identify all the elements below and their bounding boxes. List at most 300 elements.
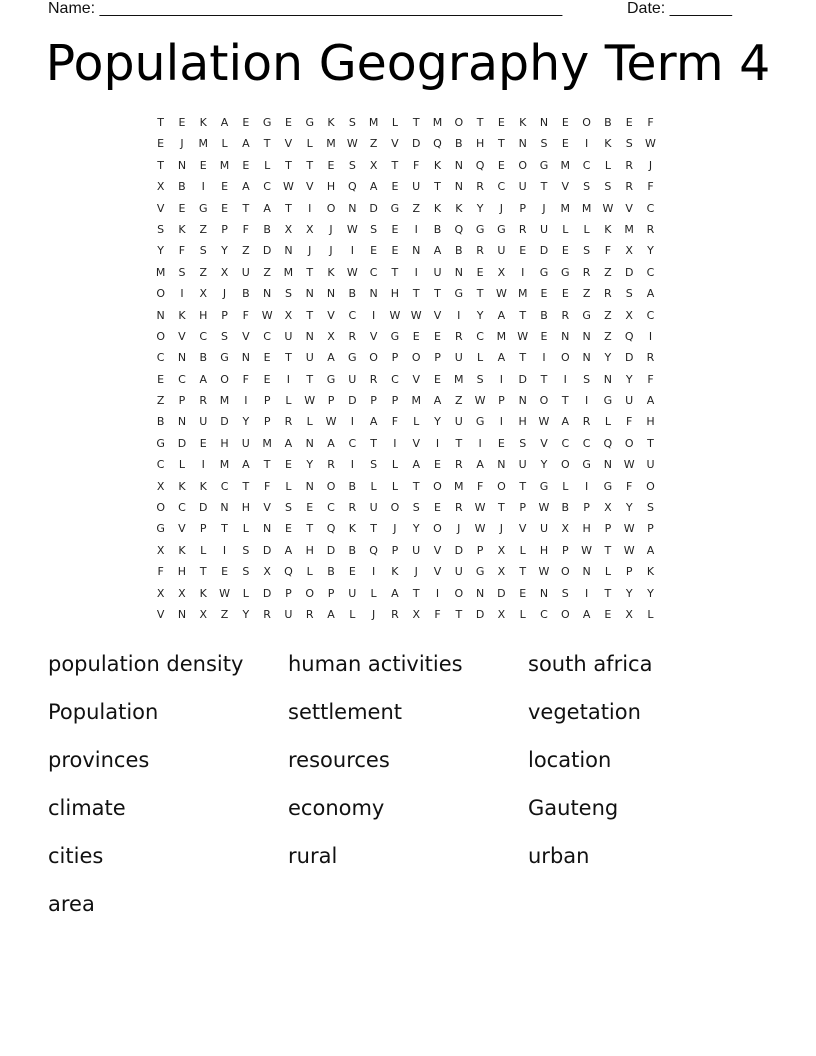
grid-letter[interactable]: R [348,329,357,343]
grid-letter[interactable]: B [455,137,463,151]
grid-letter[interactable]: H [241,501,250,515]
grid-letter[interactable]: U [625,394,634,408]
grid-letter[interactable]: V [625,201,633,215]
grid-letter[interactable]: J [414,565,418,579]
grid-letter[interactable]: O [326,201,336,215]
grid-letter[interactable]: D [369,201,378,215]
grid-letter[interactable]: G [603,479,613,493]
grid-letter[interactable]: K [199,479,207,493]
grid-letter[interactable]: K [199,586,207,600]
grid-letter[interactable]: I [648,329,653,343]
grid-letter[interactable]: U [369,501,378,515]
grid-letter[interactable]: I [521,265,525,279]
grid-letter[interactable]: U [305,351,314,365]
grid-letter[interactable]: F [626,479,633,493]
grid-letter[interactable]: T [263,458,271,472]
grid-letter[interactable]: Z [220,607,229,621]
grid-letter[interactable]: Y [476,308,484,322]
grid-letter[interactable]: B [348,543,357,557]
grid-letter[interactable]: D [262,586,272,600]
grid-letter[interactable]: O [156,329,165,343]
grid-letter[interactable]: S [583,244,591,258]
grid-letter[interactable]: S [242,543,250,557]
grid-letter[interactable]: T [434,180,441,194]
grid-letter[interactable]: S [284,501,292,515]
grid-letter[interactable]: T [306,372,314,386]
grid-letter[interactable]: X [497,565,506,579]
grid-letter[interactable]: O [433,479,442,493]
grid-letter[interactable]: H [390,287,400,301]
grid-letter[interactable]: L [306,565,313,579]
grid-letter[interactable]: R [263,607,271,621]
grid-letter[interactable]: X [497,607,506,621]
grid-letter[interactable]: L [391,116,398,129]
grid-letter[interactable]: R [476,244,484,258]
grid-letter[interactable]: O [390,501,400,515]
grid-letter[interactable]: M [496,329,507,343]
grid-letter[interactable]: E [263,372,271,386]
grid-letter[interactable]: E [284,116,292,129]
grid-letter[interactable]: P [285,586,292,600]
grid-letter[interactable]: I [180,287,184,301]
grid-letter[interactable]: L [583,222,590,236]
grid-letter[interactable]: E [561,287,569,301]
grid-letter[interactable]: E [327,158,335,172]
grid-letter[interactable]: J [371,607,376,621]
grid-letter[interactable]: K [433,201,442,215]
grid-letter[interactable]: S [157,222,165,236]
grid-letter[interactable]: T [561,394,569,408]
grid-letter[interactable]: J [393,522,397,536]
grid-letter[interactable]: X [156,479,165,493]
grid-letter[interactable]: M [219,158,230,172]
grid-letter[interactable]: D [220,415,229,429]
grid-letter[interactable]: U [518,458,527,472]
grid-letter[interactable]: G [156,436,165,450]
grid-letter[interactable]: O [560,565,570,579]
grid-letter[interactable]: W [538,501,550,515]
grid-letter[interactable]: R [369,372,378,386]
grid-letter[interactable]: T [412,586,420,600]
grid-letter[interactable]: L [242,522,249,536]
grid-letter[interactable]: I [201,458,205,472]
grid-letter[interactable]: L [370,586,377,600]
grid-letter[interactable]: C [391,372,399,386]
grid-letter[interactable]: S [199,244,207,258]
grid-letter[interactable]: O [560,458,570,472]
grid-letter[interactable]: L [306,415,313,429]
grid-letter[interactable]: W [645,137,656,151]
grid-letter[interactable]: U [241,265,250,279]
grid-letter[interactable]: W [261,308,273,322]
grid-letter[interactable]: I [350,244,354,258]
grid-letter[interactable]: Y [306,458,314,472]
grid-letter[interactable]: L [562,222,569,236]
grid-letter[interactable]: C [156,351,165,365]
grid-letter[interactable]: N [177,607,187,621]
grid-letter[interactable]: U [284,607,293,621]
grid-letter[interactable]: G [198,201,208,215]
grid-letter[interactable]: O [305,586,315,600]
grid-letter[interactable]: Q [326,522,336,536]
grid-letter[interactable]: P [604,522,612,536]
grid-letter[interactable]: E [434,372,441,386]
grid-letter[interactable]: O [369,351,378,365]
grid-letter[interactable]: L [604,158,611,172]
grid-letter[interactable]: G [582,308,591,322]
grid-letter[interactable]: N [539,116,549,129]
grid-letter[interactable]: R [582,265,591,279]
grid-letter[interactable]: E [434,329,441,343]
grid-letter[interactable]: U [348,372,357,386]
grid-letter[interactable]: I [584,137,589,151]
grid-letter[interactable]: N [539,586,549,600]
grid-letter[interactable]: D [518,372,527,386]
grid-letter[interactable]: W [219,586,230,600]
grid-letter[interactable]: A [369,415,378,429]
grid-letter[interactable]: A [433,244,442,258]
grid-letter[interactable]: R [625,158,633,172]
grid-letter[interactable]: X [497,265,506,279]
grid-letter[interactable]: G [561,265,570,279]
grid-letter[interactable]: N [326,287,336,301]
grid-letter[interactable]: I [414,222,418,236]
grid-letter[interactable]: P [625,565,633,579]
grid-letter[interactable]: I [499,415,504,429]
grid-letter[interactable]: A [242,137,250,151]
grid-letter[interactable]: Z [412,201,420,215]
grid-letter[interactable]: W [346,265,358,279]
grid-letter[interactable]: V [433,543,442,557]
grid-letter[interactable]: T [434,287,441,301]
grid-letter[interactable]: W [517,329,529,343]
grid-letter[interactable]: P [647,522,654,536]
grid-letter[interactable]: E [519,586,527,600]
grid-letter[interactable]: R [454,329,463,343]
grid-letter[interactable]: O [326,479,336,493]
grid-letter[interactable]: W [346,137,358,151]
grid-letter[interactable]: R [199,394,208,408]
grid-letter[interactable]: G [539,265,549,279]
grid-letter[interactable]: H [326,180,336,194]
grid-letter[interactable]: X [369,158,378,172]
grid-letter[interactable]: T [306,158,314,172]
grid-letter[interactable]: C [582,436,591,450]
grid-letter[interactable]: V [156,607,165,621]
grid-letter[interactable]: L [604,415,611,429]
grid-letter[interactable]: V [433,565,442,579]
grid-letter[interactable]: T [540,372,548,386]
grid-letter[interactable]: H [199,308,208,322]
grid-letter[interactable]: E [540,329,548,343]
grid-letter[interactable]: A [242,458,250,472]
grid-letter[interactable]: N [454,180,463,194]
grid-letter[interactable]: F [242,222,249,236]
grid-letter[interactable]: U [454,351,463,365]
grid-letter[interactable]: K [391,565,399,579]
grid-letter[interactable]: T [242,479,250,493]
grid-letter[interactable]: D [262,244,272,258]
grid-letter[interactable]: A [391,586,399,600]
grid-letter[interactable]: Y [647,586,654,600]
grid-letter[interactable]: Q [369,543,378,557]
grid-letter[interactable]: S [646,501,654,515]
grid-letter[interactable]: E [178,201,186,215]
grid-letter[interactable]: A [220,116,229,129]
grid-letter[interactable]: W [538,415,550,429]
grid-letter[interactable]: H [177,565,187,579]
grid-letter[interactable]: H [475,137,485,151]
grid-letter[interactable]: O [646,479,655,493]
grid-letter[interactable]: K [604,222,612,236]
grid-letter[interactable]: I [414,265,418,279]
grid-letter[interactable]: V [540,436,548,450]
grid-letter[interactable]: U [454,565,463,579]
grid-letter[interactable]: T [647,436,654,450]
grid-letter[interactable]: E [199,158,207,172]
grid-letter[interactable]: Z [604,308,612,322]
grid-letter[interactable]: M [368,116,379,129]
grid-letter[interactable]: W [282,180,294,194]
grid-letter[interactable]: T [519,351,527,365]
grid-letter[interactable]: M [411,394,421,408]
grid-letter[interactable]: Y [625,501,633,515]
grid-letter[interactable]: L [562,479,569,493]
grid-letter[interactable]: T [604,543,612,557]
grid-letter[interactable]: T [498,501,505,515]
grid-letter[interactable]: L [264,158,271,172]
grid-letter[interactable]: C [263,180,271,194]
grid-letter[interactable]: Q [624,329,634,343]
grid-letter[interactable]: P [391,351,399,365]
grid-letter[interactable]: X [199,287,208,301]
grid-letter[interactable]: G [262,116,272,129]
grid-letter[interactable]: B [327,565,335,579]
grid-letter[interactable]: O [560,351,570,365]
grid-letter[interactable]: D [454,543,464,557]
grid-letter[interactable]: W [410,308,422,322]
grid-letter[interactable]: S [221,329,229,343]
grid-letter[interactable]: R [582,415,591,429]
grid-letter[interactable]: J [329,222,333,236]
grid-letter[interactable]: D [348,394,357,408]
grid-letter[interactable]: E [476,265,484,279]
grid-letter[interactable]: D [624,265,634,279]
grid-letter[interactable]: C [348,436,357,450]
grid-letter[interactable]: E [412,329,420,343]
grid-letter[interactable]: K [199,116,207,129]
grid-letter[interactable]: T [242,201,250,215]
grid-letter[interactable]: S [540,137,548,151]
grid-letter[interactable]: X [156,586,165,600]
grid-letter[interactable]: P [199,522,207,536]
grid-letter[interactable]: N [582,329,591,343]
grid-letter[interactable]: P [519,501,527,515]
grid-letter[interactable]: H [518,415,527,429]
grid-letter[interactable]: B [604,116,612,129]
grid-letter[interactable]: R [454,458,463,472]
grid-letter[interactable]: M [454,372,464,386]
grid-letter[interactable]: E [434,501,441,515]
grid-letter[interactable]: U [348,586,357,600]
grid-letter[interactable]: I [584,586,589,600]
grid-letter[interactable]: S [625,137,633,151]
grid-letter[interactable]: V [433,308,442,322]
grid-letter[interactable]: C [476,329,484,343]
grid-letter[interactable]: N [603,372,612,386]
grid-letter[interactable]: E [263,351,271,365]
grid-letter[interactable]: I [499,372,504,386]
grid-letter[interactable]: R [604,287,612,301]
grid-letter[interactable]: K [178,222,186,236]
grid-letter[interactable]: E [221,201,229,215]
grid-letter[interactable]: L [477,351,484,365]
grid-letter[interactable]: T [412,479,420,493]
grid-letter[interactable]: O [582,116,591,129]
grid-letter[interactable]: X [625,308,633,322]
grid-letter[interactable]: F [391,415,399,429]
grid-letter[interactable]: T [455,436,463,450]
grid-letter[interactable]: N [177,158,187,172]
grid-letter[interactable]: Y [221,244,228,258]
grid-letter[interactable]: W [538,565,550,579]
grid-letter[interactable]: N [454,265,463,279]
grid-letter[interactable]: D [326,543,336,557]
grid-letter[interactable]: C [348,308,357,322]
grid-letter[interactable]: P [327,394,335,408]
grid-letter[interactable]: T [476,116,484,129]
grid-letter[interactable]: Z [369,137,378,151]
grid-letter[interactable]: X [178,586,186,600]
grid-letter[interactable]: W [474,501,486,515]
grid-letter[interactable]: F [647,116,654,129]
grid-letter[interactable]: I [244,394,248,408]
grid-letter[interactable]: E [242,116,250,129]
grid-letter[interactable]: V [412,436,420,450]
grid-letter[interactable]: U [412,180,421,194]
grid-letter[interactable]: N [305,329,314,343]
grid-letter[interactable]: J [180,137,184,151]
grid-letter[interactable]: E [561,137,569,151]
grid-letter[interactable]: U [199,415,208,429]
grid-letter[interactable]: V [412,372,420,386]
grid-letter[interactable]: R [561,308,570,322]
grid-letter[interactable]: L [285,479,292,493]
grid-letter[interactable]: O [518,158,528,172]
grid-letter[interactable]: E [306,501,314,515]
grid-letter[interactable]: W [495,287,507,301]
grid-letter[interactable]: F [434,607,441,621]
grid-letter[interactable]: K [327,116,335,129]
grid-letter[interactable]: X [284,308,293,322]
grid-letter[interactable]: W [623,543,635,557]
grid-letter[interactable]: G [539,158,549,172]
grid-letter[interactable]: C [263,329,271,343]
grid-letter[interactable]: A [646,287,655,301]
grid-letter[interactable]: P [391,543,399,557]
grid-letter[interactable]: T [199,565,207,579]
grid-letter[interactable]: C [561,436,570,450]
grid-letter[interactable]: I [457,308,461,322]
grid-letter[interactable]: E [221,565,229,579]
grid-letter[interactable]: E [199,436,207,450]
grid-letter[interactable]: Q [603,436,613,450]
grid-letter[interactable]: M [581,201,592,215]
grid-letter[interactable]: W [389,308,401,322]
grid-letter[interactable]: E [625,116,633,129]
grid-letter[interactable]: P [221,308,228,322]
grid-letter[interactable]: C [178,372,186,386]
grid-letter[interactable]: X [156,543,165,557]
grid-letter[interactable]: L [285,394,292,408]
grid-letter[interactable]: F [413,158,420,172]
grid-letter[interactable]: J [329,244,333,258]
grid-letter[interactable]: Z [582,287,591,301]
grid-letter[interactable]: M [283,265,294,279]
grid-letter[interactable]: Z [199,265,208,279]
grid-letter[interactable]: O [411,351,421,365]
grid-letter[interactable]: U [539,222,549,236]
grid-letter[interactable]: X [327,329,335,343]
grid-letter[interactable]: M [219,394,230,408]
grid-letter[interactable]: G [220,351,229,365]
grid-letter[interactable]: U [454,415,463,429]
grid-letter[interactable]: C [199,329,208,343]
grid-letter[interactable]: E [178,116,186,129]
grid-letter[interactable]: S [348,158,356,172]
grid-letter[interactable]: S [242,565,250,579]
grid-letter[interactable]: T [455,607,463,621]
grid-letter[interactable]: S [583,180,591,194]
grid-letter[interactable]: Y [434,415,441,429]
grid-letter[interactable]: Z [199,222,208,236]
grid-letter[interactable]: G [156,522,165,536]
grid-letter[interactable]: B [540,308,548,322]
grid-letter[interactable]: G [326,372,336,386]
grid-letter[interactable]: Z [242,244,250,258]
grid-letter[interactable]: O [454,586,464,600]
grid-letter[interactable]: X [199,607,208,621]
grid-letter[interactable]: L [178,458,186,472]
grid-letter[interactable]: D [497,586,506,600]
grid-letter[interactable]: C [156,458,165,472]
grid-letter[interactable]: I [371,308,376,322]
grid-letter[interactable]: A [476,458,484,472]
grid-letter[interactable]: C [540,607,548,621]
grid-letter[interactable]: X [604,501,612,515]
grid-letter[interactable]: M [155,265,166,279]
grid-letter[interactable]: S [370,222,378,236]
grid-letter[interactable]: G [348,351,357,365]
grid-letter[interactable]: X [263,565,271,579]
grid-letter[interactable]: U [241,436,250,450]
grid-letter[interactable]: H [305,543,314,557]
grid-letter[interactable]: B [199,351,208,365]
grid-letter[interactable]: T [391,158,399,172]
grid-letter[interactable]: X [561,522,570,536]
grid-letter[interactable]: X [220,265,229,279]
grid-letter[interactable]: M [326,137,336,151]
grid-letter[interactable]: F [476,479,484,493]
grid-letter[interactable]: K [178,308,186,322]
grid-letter[interactable]: P [327,586,335,600]
grid-letter[interactable]: N [497,458,506,472]
grid-letter[interactable]: N [305,436,314,450]
grid-letter[interactable]: E [434,458,441,472]
grid-letter[interactable]: R [327,458,335,472]
grid-letter[interactable]: E [391,244,399,258]
grid-letter[interactable]: C [646,308,655,322]
